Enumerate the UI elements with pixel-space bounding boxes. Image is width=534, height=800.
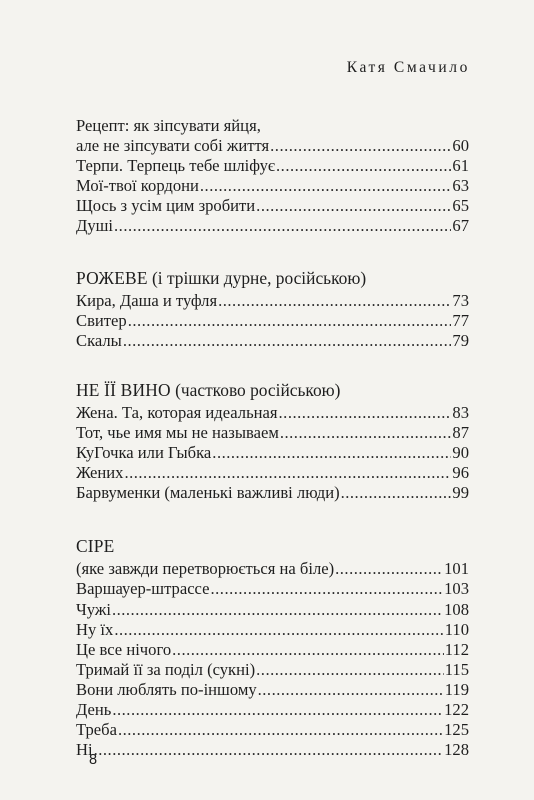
dot-leader <box>112 700 443 720</box>
toc-entry <box>76 403 469 423</box>
toc-entry-page: 125 <box>444 720 469 740</box>
toc-entry-page: 99 <box>452 483 469 503</box>
dot-leader <box>94 740 444 760</box>
dot-leader <box>118 720 443 740</box>
toc-entry-page: 110 <box>444 619 469 639</box>
toc-entry-title: але не зіпсувати собі життя <box>76 136 270 156</box>
dot-leader <box>256 196 451 216</box>
section-subtitle: (частково російською) <box>175 379 341 400</box>
toc-entry-title: Мої-твої кордони <box>76 176 199 196</box>
toc-entry <box>76 700 469 720</box>
toc-entry-title: Щось з усім цим зробити <box>76 196 256 216</box>
toc-entry <box>76 423 469 443</box>
toc-entry-title: Жена. Та, которая идеальная <box>76 402 278 422</box>
toc-entry-title: Рецепт: як зіпсувати яйця, <box>76 116 261 135</box>
toc-entry-title: Тримай її за поділ (сукні) <box>76 659 256 679</box>
toc-entry-title: Скалы <box>76 330 122 350</box>
dot-leader <box>279 403 452 423</box>
toc-entry <box>76 216 469 236</box>
dot-leader <box>218 291 451 311</box>
toc-entry <box>76 483 469 503</box>
dot-leader <box>335 559 443 579</box>
toc-entry-title: Свитер <box>76 310 127 330</box>
toc-entry <box>76 443 469 463</box>
toc-entry-page: 79 <box>452 330 469 350</box>
section-heading <box>76 535 469 557</box>
toc-entry-title: Це все нічого <box>76 639 172 659</box>
toc-entry-page: 63 <box>452 176 469 196</box>
toc-entry-page: 112 <box>444 639 469 659</box>
dot-leader <box>172 640 444 660</box>
toc-entry-page: 115 <box>444 659 469 679</box>
dot-leader <box>211 579 444 599</box>
toc-entry-title: Терпи. Терпець тебе шліфує <box>76 156 276 176</box>
toc-entry-title: (яке завжди перетворюється на біле) <box>76 559 335 579</box>
toc-entry-title: Душі <box>76 216 114 236</box>
dot-leader <box>212 443 451 463</box>
section-heading <box>76 379 469 401</box>
toc-entry-title: Чужі <box>76 599 111 619</box>
table-of-contents <box>76 116 469 760</box>
toc-entry <box>76 291 469 311</box>
dot-leader <box>341 483 452 503</box>
toc-entry <box>76 559 469 579</box>
toc-entry <box>76 176 469 196</box>
toc-entry-title: Ні <box>76 740 93 760</box>
section-title: РОЖЕВЕ <box>76 267 148 288</box>
dot-leader <box>123 331 452 351</box>
running-header-author: Катя Смачило <box>346 59 470 76</box>
dot-leader <box>256 660 444 680</box>
toc-entry <box>76 720 469 740</box>
toc-entry <box>76 600 469 620</box>
toc-entry <box>76 640 469 660</box>
toc-entry-page: 96 <box>452 463 469 483</box>
toc-entry-page: 103 <box>444 579 469 599</box>
toc-entry <box>76 311 469 331</box>
dot-leader <box>258 680 444 700</box>
toc-entry-title: Варшауер-штрассе <box>76 579 210 599</box>
toc-entry <box>76 579 469 599</box>
toc-entry-page: 87 <box>452 422 469 442</box>
toc-entry <box>76 680 469 700</box>
dot-leader <box>276 156 451 176</box>
toc-entry <box>76 196 469 216</box>
toc-entry-title: КуГочка или Гыбка <box>76 443 212 463</box>
toc-entry-page: 90 <box>452 443 469 463</box>
section-subtitle: (і трішки дурне, російською) <box>152 267 367 288</box>
toc-entry-title: Тот, чье имя мы не называем <box>76 422 279 442</box>
dot-leader <box>200 176 452 196</box>
section-heading <box>76 267 469 289</box>
toc-entry-title: Треба <box>76 720 117 740</box>
toc-entry-title: Вони люблять по-іншому <box>76 679 257 699</box>
dot-leader <box>280 423 452 443</box>
toc-entry-page: 67 <box>452 216 469 236</box>
toc-entry-page: 122 <box>444 699 469 719</box>
toc-entry-page: 60 <box>452 136 469 156</box>
dot-leader <box>114 620 443 640</box>
toc-entry-title: Барвуменки (маленькі важливі люди) <box>76 483 340 503</box>
dot-leader <box>124 463 451 483</box>
page-number: 8 <box>89 752 98 768</box>
toc-entry <box>76 156 469 176</box>
toc-entry-page: 65 <box>452 196 469 216</box>
section-title: НЕ ЇЇ ВИНО <box>76 379 171 400</box>
toc-entry-page: 61 <box>452 156 469 176</box>
toc-entry-page: 128 <box>444 740 469 760</box>
dot-leader <box>114 216 451 236</box>
toc-entry-page: 119 <box>444 679 469 699</box>
dot-leader <box>112 600 443 620</box>
toc-entry-page: 83 <box>452 402 469 422</box>
section-title: СІРЕ <box>76 536 115 557</box>
toc-entry-title: День <box>76 699 112 719</box>
toc-entry-page: 101 <box>444 559 469 579</box>
dot-leader <box>128 311 452 331</box>
toc-entry-title: Кира, Даша и туфля <box>76 290 218 310</box>
dot-leader <box>270 136 451 156</box>
toc-entry-page: 108 <box>444 599 469 619</box>
toc-entry <box>76 620 469 640</box>
toc-entry <box>76 740 469 760</box>
toc-entry <box>76 463 469 483</box>
toc-entry-title: Ну їх <box>76 619 114 639</box>
toc-entry <box>76 331 469 351</box>
toc-entry <box>76 116 469 136</box>
toc-entry-page: 73 <box>452 290 469 310</box>
toc-entry <box>76 136 469 156</box>
toc-entry-page: 77 <box>452 310 469 330</box>
toc-entry <box>76 660 469 680</box>
toc-entry-title: Жених <box>76 463 124 483</box>
